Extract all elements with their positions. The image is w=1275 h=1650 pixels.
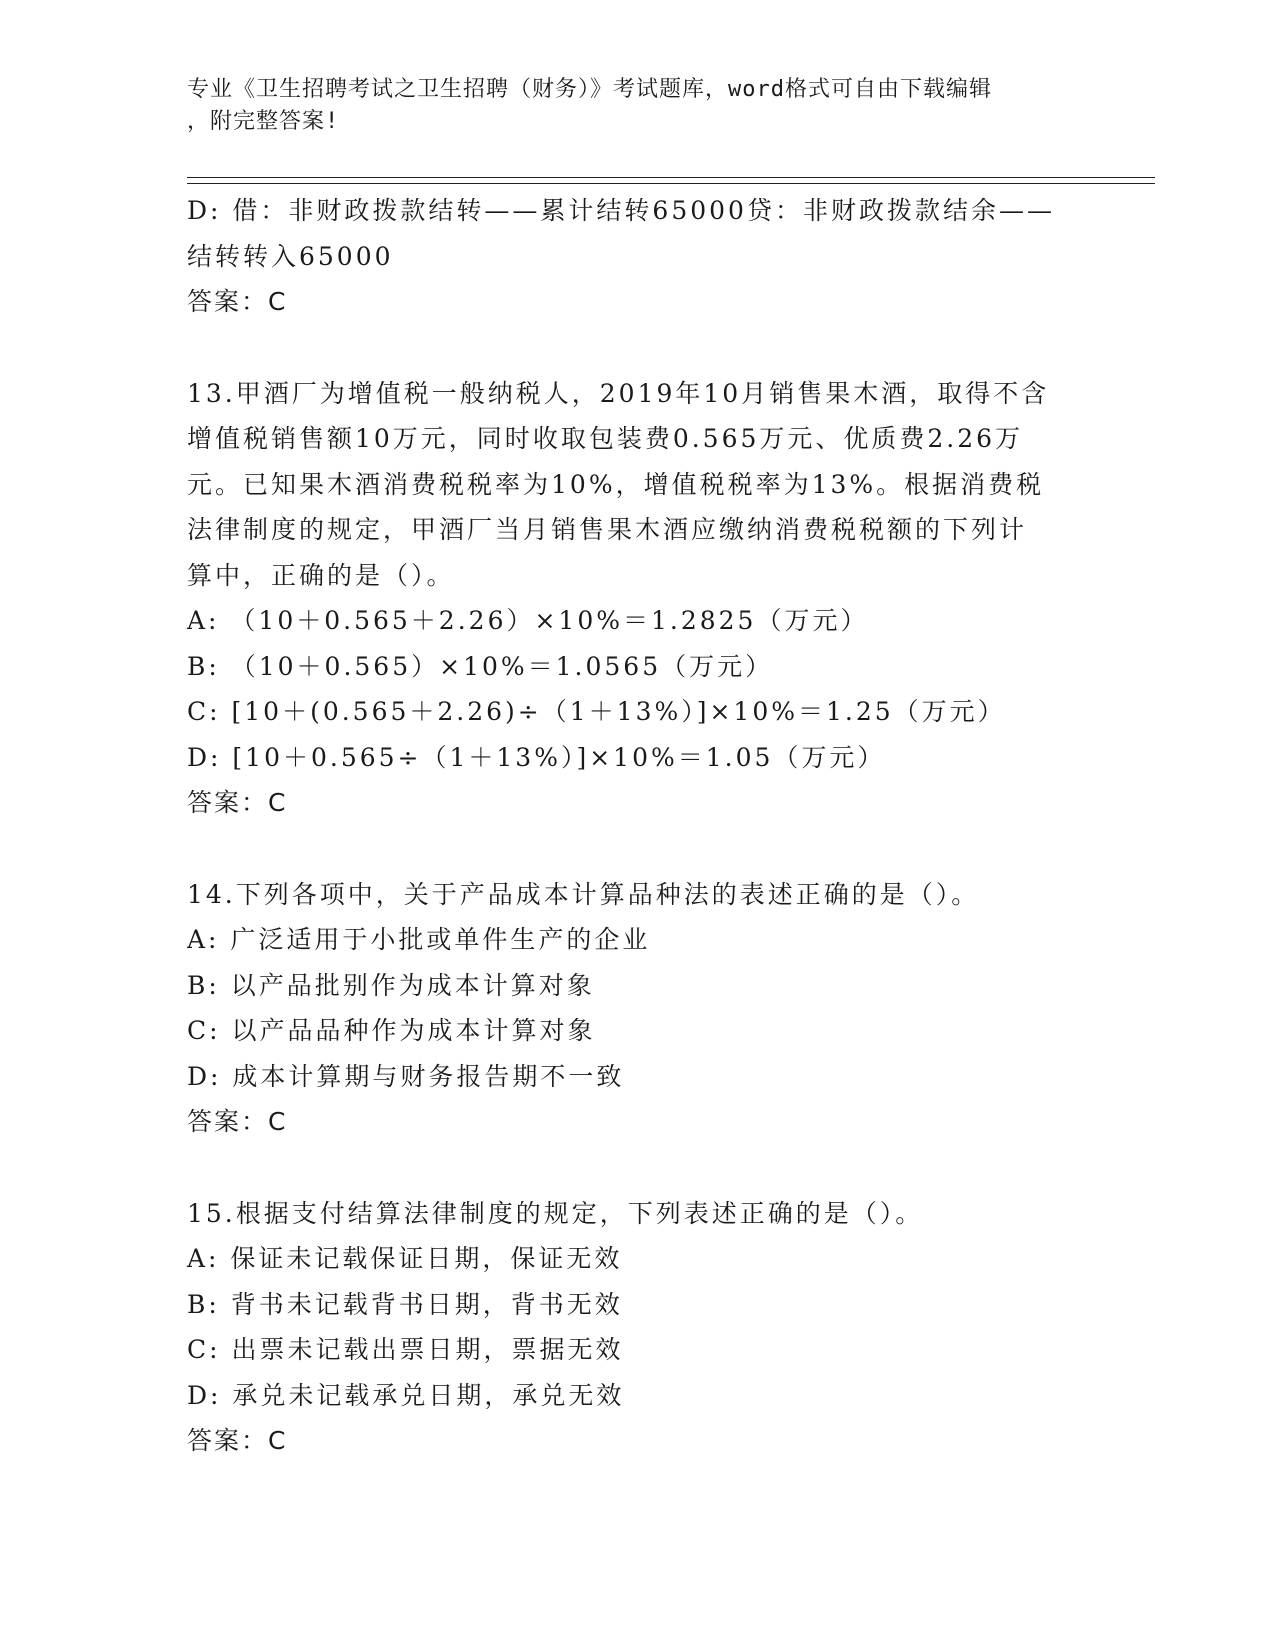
q14-answer: 答案：C [187, 1107, 288, 1136]
q13-stem-line: 元。已知果木酒消费税税率为10%，增值税税率为13%。根据消费税 [187, 469, 1045, 499]
q13-option-d: D: [10＋0.565÷（1＋13%）]×10%＝1.05（万元） [187, 742, 886, 772]
spacer [187, 826, 1087, 872]
q13-option-a: A: （10＋0.565＋2.26）×10%＝1.2825（万元） [187, 606, 869, 635]
q13-answer: 答案：C [187, 788, 288, 817]
header-line-2: ，附完整答案! [187, 109, 340, 134]
q15-option-b: B: 背书未记载背书日期，背书无效 [187, 1289, 623, 1319]
q13-stem-line: 增值税销售额10万元，同时收取包装费0.565万元、优质费2.26万 [187, 424, 1024, 453]
q14-stem: 14.下列各项中，关于产品成本计算品种法的表述正确的是（）。 [187, 879, 980, 909]
q13-option-c: C: [10＋(0.565＋2.26)÷（1＋13%）]×10%＝1.25（万元） [187, 697, 1006, 726]
header-divider-top [187, 177, 1155, 178]
header-line-1: 专业《卫生招聘考试之卫生招聘（财务）》考试题库，word格式可自由下载编辑 [187, 77, 992, 102]
document-header [187, 74, 1087, 138]
spacer [187, 1145, 1087, 1191]
question-12-tail [187, 188, 1087, 325]
question-content [187, 188, 1087, 1464]
q12-option-d-line-1: D: 借：非财政拨款结转——累计结转65000贷：非财政拨款结余—— [187, 196, 1055, 225]
q13-stem-line: 法律制度的规定，甲酒厂当月销售果木酒应缴纳消费税税额的下列计 [187, 515, 1028, 544]
q15-answer: 答案：C [187, 1426, 288, 1455]
q12-option-d-line-2: 结转转入65000 [187, 241, 394, 271]
question-13 [187, 371, 1087, 826]
q14-option-d: D: 成本计算期与财务报告期不一致 [187, 1061, 625, 1091]
question-14 [187, 872, 1087, 1145]
q15-option-c: C: 出票未记载出票日期，票据无效 [187, 1335, 624, 1364]
q14-option-c: C: 以产品品种作为成本计算对象 [187, 1016, 596, 1045]
spacer [187, 325, 1087, 371]
q13-stem-line: 算中，正确的是（）。 [187, 560, 455, 590]
q13-option-b: B: （10＋0.565）×10%＝1.0565（万元） [187, 651, 774, 681]
q12-answer: 答案：C [187, 287, 288, 316]
q13-stem-line: 13.甲酒厂为增值税一般纳税人，2019年10月销售果木酒，取得不含 [187, 378, 1050, 408]
q15-option-d: D: 承兑未记载承兑日期，承兑无效 [187, 1380, 625, 1410]
header-divider-bottom [187, 183, 1155, 184]
q14-option-b: B: 以产品批别作为成本计算对象 [187, 970, 595, 1000]
question-15 [187, 1191, 1087, 1464]
q15-stem: 15.根据支付结算法律制度的规定，下列表述正确的是（）。 [187, 1198, 924, 1228]
q14-option-a: A: 广泛适用于小批或单件生产的企业 [187, 925, 651, 954]
q15-option-a: A: 保证未记载保证日期，保证无效 [187, 1244, 623, 1273]
